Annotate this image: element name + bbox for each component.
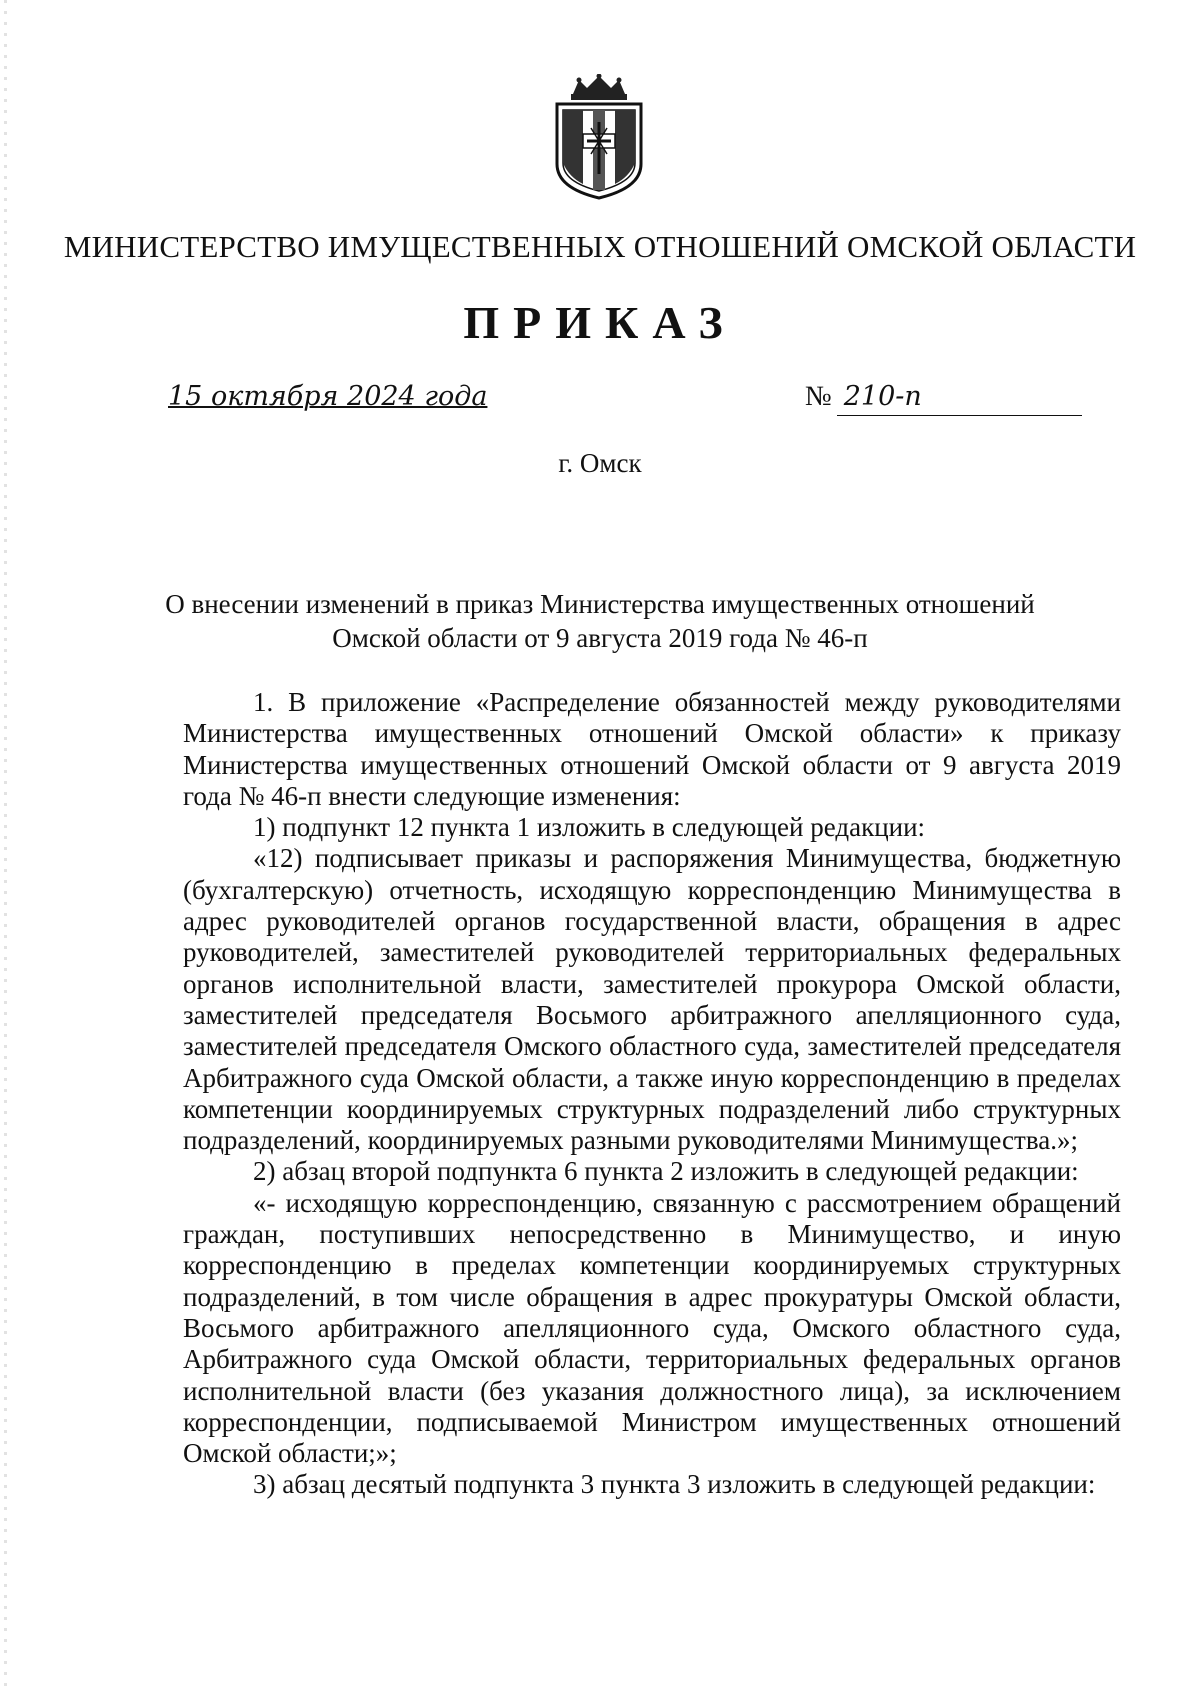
number-underline <box>837 415 1082 416</box>
document-title: ПРИКАЗ <box>463 297 737 348</box>
subject-line-1: О внесении изменений в приказ Министерства имущественных отношений <box>165 589 1035 619</box>
paragraph: «- исходящую корреспонденцию, связанную с рассмотрением обращений граждан, поступивших непосредственно в Минимущество, и иную корреспонденцию в пределах компетенции координируемых структурных подразделений, в том числе обращения в адрес прокуратуры Омской области, Восьмого арбитражного апелляционного суда, Омского областного суда, Арбитражного суда Омской области, территориальных федеральных органов исполнительной власти (без указания должностного лица), за исключением корреспонденции, подписываемой Министром имущественных отношений Омской области;»; <box>183 1187 1121 1469</box>
city: г. Омск <box>558 448 642 478</box>
paragraph: 3) абзац десятый подпункта 3 пункта 3 изложить в следующей редакции: <box>253 1469 1096 1500</box>
paragraph: 2) абзац второй подпункта 6 пункта 2 изложить в следующей редакции: <box>253 1156 1079 1187</box>
order-date: 15 октября 2024 года <box>168 381 488 412</box>
order-number <box>805 381 1085 421</box>
order-subject <box>150 587 1050 655</box>
paragraph: «12) подписывает приказы и распоряжения Минимущества, бюджетную (бухгалтерскую) отчетность, исходящую корреспонденцию Минимущества в адрес руководителей органов государственной власти, обращения в адрес руководителей, заместителей руководителей территориальных федеральных органов исполнительной власти, заместителей прокурора Омской области, заместителей председателя Восьмого арбитражного апелляционного суда, заместителей председателя Омского областного суда, заместителей председателя Арбитражного суда Омской области, а также иную корреспонденцию в пределах компетенции координируемых структурных подразделений либо структурных подразделений, координируемых разными руководителями Минимущества.»; <box>183 843 1121 1156</box>
paragraph: 1. В приложение «Распределение обязанностей между руководителями Министерства имущественных отношений Омской области» к приказу Министерства имущественных отношений Омской области от 9 августа 2019 года № 46-п внести следующие изменения: <box>183 687 1121 811</box>
paragraph: 1) подпункт 12 пункта 1 изложить в следующей редакции: <box>253 812 926 843</box>
number-label: № <box>805 381 832 412</box>
ministry-name: МИНИСТЕРСТВО ИМУЩЕСТВЕННЫХ ОТНОШЕНИЙ ОМСКОЙ ОБЛАСТИ <box>63 229 1137 264</box>
number-value: 210-п <box>843 381 922 412</box>
order-body <box>183 687 1121 1501</box>
subject-line-2: Омской области от 9 августа 2019 года № 46-п <box>332 623 868 653</box>
coat-of-arms-icon <box>551 74 647 200</box>
